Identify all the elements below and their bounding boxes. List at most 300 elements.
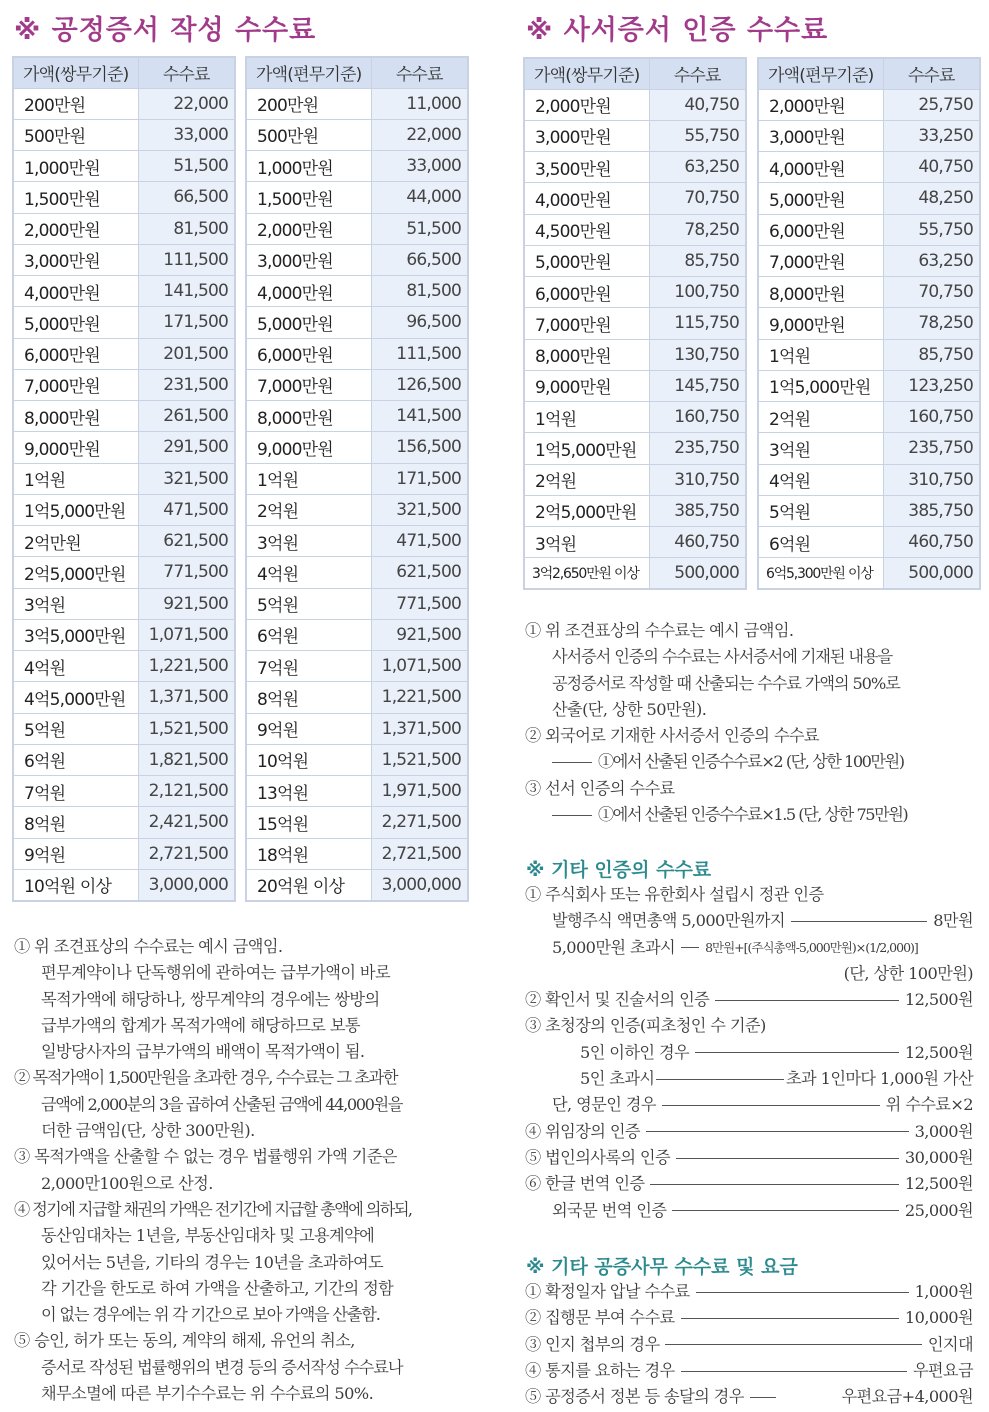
note-line <box>525 749 980 775</box>
table-row <box>13 151 235 182</box>
leader-line <box>681 1371 907 1372</box>
item-value: 3,000원 <box>914 1121 973 1141</box>
note-text: ①에서 산출된 인증수수료×2 (단, 상한 100만원) <box>598 752 904 772</box>
amount-cell: 7억원 <box>13 776 138 807</box>
amount-cell: 9,000만원 <box>758 308 883 339</box>
item-value: 12,500원 <box>904 1042 973 1062</box>
item-value: 8만원 <box>933 911 973 931</box>
fee-cell: 33,250 <box>883 120 980 151</box>
fee-cell: 33,000 <box>371 151 468 182</box>
fee-cell: 141,500 <box>138 276 235 307</box>
fee-cell: 66,500 <box>138 182 235 213</box>
table-row <box>524 433 746 464</box>
fee-item <box>525 1279 973 1305</box>
table-row <box>13 494 235 525</box>
table-row <box>13 651 235 682</box>
fee-cell: 2,271,500 <box>371 807 468 838</box>
table-row <box>13 557 235 588</box>
note-line: 각 기간을 한도로 하여 가액을 산출하고, 기간의 정함 <box>41 1278 394 1298</box>
fee-cell: 500,000 <box>883 558 980 589</box>
item-value: 인지대 <box>927 1334 973 1354</box>
table-row <box>524 402 746 433</box>
leader-line <box>791 921 927 922</box>
amount-cell: 9억원 <box>13 838 138 869</box>
fee-cell: 2,721,500 <box>371 838 468 869</box>
other-notary-fee-list <box>525 1279 973 1410</box>
table-row <box>758 183 980 214</box>
note-line: ② 외국어로 기재한 사서증서 인증의 수수료 <box>525 726 819 746</box>
fee-cell: 235,750 <box>649 433 746 464</box>
fee-item <box>525 1119 973 1145</box>
fee-cell: 63,250 <box>883 245 980 276</box>
table-row <box>246 338 468 369</box>
amount-cell: 3억2,650만원 이상 <box>524 558 649 589</box>
leader-line <box>695 1052 899 1053</box>
amount-cell: 7,000만원 <box>524 308 649 339</box>
table-row <box>13 869 235 900</box>
fee-cell: 500,000 <box>649 558 746 589</box>
note-line: 편무계약이나 단독행위에 관하여는 급부가액이 바로 <box>41 963 390 983</box>
table-row <box>524 527 746 558</box>
item-cap: (단, 상한 100만원) <box>843 963 973 983</box>
table-row <box>246 151 468 182</box>
fee-item <box>525 1040 973 1066</box>
table-row <box>246 182 468 213</box>
item-label: ④ 통지를 요하는 경우 <box>525 1360 675 1380</box>
amount-cell: 4억원 <box>758 464 883 495</box>
table-row <box>758 370 980 401</box>
fee-cell: 78,250 <box>883 308 980 339</box>
amount-cell: 2,000만원 <box>758 89 883 120</box>
amount-cell: 500만원 <box>246 119 371 150</box>
fee-cell: 921,500 <box>371 619 468 650</box>
fee-cell: 171,500 <box>371 463 468 494</box>
leader-line <box>552 762 592 763</box>
amount-cell: 7,000만원 <box>246 369 371 400</box>
item-value: 10,000원 <box>904 1308 973 1328</box>
fee-cell: 310,750 <box>883 464 980 495</box>
table-row <box>246 307 468 338</box>
table-row <box>13 432 235 463</box>
leader-line <box>676 1158 899 1159</box>
item-label: 5인 이하인 경우 <box>580 1042 690 1062</box>
amount-cell: 4,000만원 <box>758 152 883 183</box>
fee-cell: 51,500 <box>138 151 235 182</box>
note-line: ③ 선서 인증의 수수료 <box>525 778 675 798</box>
amount-cell: 8,000만원 <box>246 401 371 432</box>
fee-cell: 1,821,500 <box>138 744 235 775</box>
table-row <box>758 277 980 308</box>
fee-item <box>525 1305 973 1331</box>
amount-cell: 9,000만원 <box>246 432 371 463</box>
table-row <box>758 245 980 276</box>
amount-cell: 2억원 <box>758 402 883 433</box>
fee-cell: 3,000,000 <box>138 869 235 900</box>
table-row <box>758 308 980 339</box>
fee-item <box>525 908 973 934</box>
item-value: 12,500원 <box>904 1174 973 1194</box>
item-value: 위 수수료×2 <box>885 1095 973 1115</box>
table-row <box>13 369 235 400</box>
amount-cell: 3,000만원 <box>13 244 138 275</box>
other-cert-fee-list <box>525 882 973 1224</box>
note-text: ①에서 산출된 인증수수료×1.5 (단, 상한 75만원) <box>598 805 908 825</box>
table-row <box>246 744 468 775</box>
note-line: 목적가액에 해당하나, 쌍무계약의 경우에는 쌍방의 <box>41 989 380 1009</box>
fee-cell: 771,500 <box>138 557 235 588</box>
amount-cell: 4,000만원 <box>246 276 371 307</box>
amount-cell: 3,000만원 <box>758 120 883 151</box>
table-row <box>758 89 980 120</box>
other-notary-fee-title: ※ 기타 공증사무 수수료 및 요금 <box>526 1256 798 1278</box>
fee-item <box>525 1092 973 1118</box>
amount-cell: 7,000만원 <box>758 245 883 276</box>
table-row <box>524 558 746 589</box>
table-row <box>246 557 468 588</box>
note-line: 증서로 작성된 법률행위의 변경 등의 증서작성 수수료나 <box>41 1357 403 1377</box>
amount-cell: 6,000만원 <box>524 277 649 308</box>
amount-cell: 1억5,000만원 <box>758 370 883 401</box>
column-header-amount: 가액(편무기준) <box>246 57 371 88</box>
amount-cell: 3억원 <box>524 527 649 558</box>
fee-cell: 321,500 <box>371 494 468 525</box>
note-line: 동산임대차는 1년을, 부동산임대차 및 고용계약에 <box>41 1226 375 1246</box>
fee-cell: 100,750 <box>649 277 746 308</box>
fee-cell: 126,500 <box>371 369 468 400</box>
table-row <box>246 213 468 244</box>
item-value: 1,000원 <box>914 1282 973 1301</box>
amount-cell: 2,000만원 <box>246 213 371 244</box>
amount-cell: 3억5,000만원 <box>13 619 138 650</box>
fee-item <box>525 1358 973 1384</box>
item-title: ① 주식회사 또는 유한회사 설립시 정관 인증 <box>525 885 824 904</box>
fee-cell: 22,000 <box>138 88 235 119</box>
amount-cell: 1억원 <box>758 339 883 370</box>
fee-cell: 33,000 <box>138 119 235 150</box>
table-row <box>524 370 746 401</box>
amount-cell: 1억원 <box>246 463 371 494</box>
fee-cell: 160,750 <box>883 402 980 433</box>
amount-cell: 1,500만원 <box>13 182 138 213</box>
table-row <box>246 807 468 838</box>
table-row <box>13 776 235 807</box>
table-row <box>524 245 746 276</box>
column-header-fee: 수수료 <box>371 57 468 88</box>
amount-cell: 5,000만원 <box>13 307 138 338</box>
fee-cell: 11,000 <box>371 88 468 119</box>
amount-cell: 9억원 <box>246 713 371 744</box>
fee-item <box>525 1066 973 1092</box>
fee-cell: 85,750 <box>883 339 980 370</box>
amount-cell: 8,000만원 <box>524 339 649 370</box>
amount-cell: 2억원 <box>246 494 371 525</box>
fee-cell: 621,500 <box>371 557 468 588</box>
item-label: 발행주식 액면총액 5,000만원까지 <box>552 911 785 931</box>
column-header-fee: 수수료 <box>138 57 235 88</box>
table-row <box>524 214 746 245</box>
fee-cell: 85,750 <box>649 245 746 276</box>
amount-cell: 1억5,000만원 <box>524 433 649 464</box>
fee-cell: 171,500 <box>138 307 235 338</box>
table-row <box>758 120 980 151</box>
fee-cell: 2,421,500 <box>138 807 235 838</box>
fee-cell: 771,500 <box>371 588 468 619</box>
amount-cell: 3억원 <box>246 526 371 557</box>
note-line: 산출(단, 상한 50만원). <box>552 699 707 719</box>
note-line: 금액에 2,000분의 3을 곱하여 산출된 금액에 44,000원을 <box>41 1094 402 1114</box>
amount-cell: 2,000만원 <box>13 213 138 244</box>
item-value: 12,500원 <box>904 990 973 1010</box>
amount-cell: 1억원 <box>524 402 649 433</box>
amount-cell: 4,000만원 <box>13 276 138 307</box>
fee-cell: 111,500 <box>138 244 235 275</box>
amount-cell: 5억원 <box>758 495 883 526</box>
fee-item <box>525 987 973 1013</box>
fee-cell: 460,750 <box>883 527 980 558</box>
item-label: ⑥ 한글 번역 인증 <box>525 1174 645 1194</box>
table-row <box>246 651 468 682</box>
table-row <box>13 526 235 557</box>
fee-cell: 1,371,500 <box>371 713 468 744</box>
note-line: 더한 금액임(단, 상한 300만원). <box>41 1121 255 1141</box>
leader-line <box>750 1397 776 1398</box>
note-line: ① 위 조견표상의 수수료는 예시 금액임. <box>14 937 283 956</box>
fee-cell: 78,250 <box>649 214 746 245</box>
amount-cell: 6,000만원 <box>246 338 371 369</box>
item-value: 30,000원 <box>904 1147 973 1167</box>
leader-line <box>656 1079 784 1080</box>
table-row <box>524 339 746 370</box>
amount-cell: 1,000만원 <box>246 151 371 182</box>
fee-cell: 231,500 <box>138 369 235 400</box>
amount-cell: 6억원 <box>758 527 883 558</box>
amount-cell: 1,000만원 <box>13 151 138 182</box>
fee-cell: 2,721,500 <box>138 838 235 869</box>
notarial-bilateral-fee-table <box>12 56 236 902</box>
item-label: ⑤ 법인의사록의 인증 <box>525 1147 670 1167</box>
table-row <box>13 744 235 775</box>
amount-cell: 10억원 이상 <box>13 869 138 900</box>
table-row <box>13 307 235 338</box>
table-row <box>13 276 235 307</box>
table-row <box>13 682 235 713</box>
notarial-deed-notes <box>14 934 474 1407</box>
amount-cell: 8,000만원 <box>758 277 883 308</box>
item-value: 25,000원 <box>904 1200 973 1220</box>
amount-cell: 10억원 <box>246 744 371 775</box>
notarial-unilateral-fee-table <box>245 56 469 902</box>
amount-cell: 200만원 <box>13 88 138 119</box>
item-title: ③ 초청장의 인증(피초청인 수 기준) <box>525 1016 766 1036</box>
table-row <box>246 369 468 400</box>
table-row <box>13 338 235 369</box>
table-row <box>13 807 235 838</box>
fee-cell: 921,500 <box>138 588 235 619</box>
amount-cell: 2,000만원 <box>524 89 649 120</box>
table-row <box>246 869 468 900</box>
leader-line <box>662 1105 880 1106</box>
amount-cell: 6,000만원 <box>758 214 883 245</box>
table-row <box>13 244 235 275</box>
notarial-deed-fee-title: ※ 공정증서 작성 수수료 <box>14 15 317 46</box>
note-line: 있어서는 5년을, 기타의 경우는 10년을 초과하여도 <box>41 1252 384 1272</box>
amount-cell: 15억원 <box>246 807 371 838</box>
amount-cell: 3억원 <box>758 433 883 464</box>
fee-cell: 44,000 <box>371 182 468 213</box>
fee-cell: 385,750 <box>883 495 980 526</box>
amount-cell: 500만원 <box>13 119 138 150</box>
item-value: 우편요금 <box>912 1360 973 1380</box>
fee-cell: 48,250 <box>883 183 980 214</box>
fee-cell: 130,750 <box>649 339 746 370</box>
table-row <box>246 619 468 650</box>
table-row <box>758 558 980 589</box>
item-label: ④ 위임장의 인증 <box>525 1121 640 1141</box>
amount-cell: 8억원 <box>13 807 138 838</box>
fee-cell: 1,071,500 <box>138 619 235 650</box>
item-value: 초과 1인마다 1,000원 가산 <box>786 1069 973 1089</box>
amount-cell: 5,000만원 <box>524 245 649 276</box>
fee-cell: 145,750 <box>649 370 746 401</box>
fee-cell: 471,500 <box>371 526 468 557</box>
amount-cell: 4,500만원 <box>524 214 649 245</box>
fee-cell: 235,750 <box>883 433 980 464</box>
item-label: ③ 인지 첩부의 경우 <box>525 1334 660 1354</box>
amount-cell: 1억원 <box>13 463 138 494</box>
table-row <box>758 214 980 245</box>
amount-cell: 2억5,000만원 <box>13 557 138 588</box>
note-line: ④ 정기에 지급할 채권의 가액은 전기간에 지급할 총액에 의하되, <box>14 1199 412 1219</box>
fee-item <box>525 935 973 961</box>
table-row <box>13 182 235 213</box>
leader-line <box>696 1292 909 1293</box>
note-line: 공정증서로 작성할 때 산출되는 수수료 가액의 50%로 <box>552 673 900 693</box>
fee-cell: 22,000 <box>371 119 468 150</box>
table-row <box>524 464 746 495</box>
table-row <box>246 119 468 150</box>
note-line: 일방당사자의 급부가액의 배액이 목적가액이 됨. <box>41 1042 365 1062</box>
column-header-amount: 가액(쌍무기준) <box>524 58 649 89</box>
table-row <box>524 183 746 214</box>
fee-cell: 385,750 <box>649 495 746 526</box>
amount-cell: 6억5,300만원 이상 <box>758 558 883 589</box>
table-row <box>246 776 468 807</box>
note-line: 급부가액의 합계가 목적가액에 해당하므로 보통 <box>41 1015 360 1035</box>
amount-cell: 2억5,000만원 <box>524 495 649 526</box>
table-row <box>246 713 468 744</box>
fee-cell: 1,371,500 <box>138 682 235 713</box>
leader-line <box>681 947 699 948</box>
note-line: ② 목적가액이 1,500만원을 초과한 경우, 수수료는 그 초과한 <box>14 1068 398 1088</box>
fee-cell: 156,500 <box>371 432 468 463</box>
amount-cell: 4억원 <box>246 557 371 588</box>
amount-cell: 4억5,000만원 <box>13 682 138 713</box>
amount-cell: 2억원 <box>524 464 649 495</box>
fee-cell: 201,500 <box>138 338 235 369</box>
fee-cell: 1,071,500 <box>371 651 468 682</box>
fee-cell: 160,750 <box>649 402 746 433</box>
fee-cell: 310,750 <box>649 464 746 495</box>
table-row <box>13 463 235 494</box>
amount-cell: 8억원 <box>246 682 371 713</box>
fee-cell: 1,521,500 <box>138 713 235 744</box>
table-row <box>246 526 468 557</box>
table-row <box>758 433 980 464</box>
fee-cell: 291,500 <box>138 432 235 463</box>
fee-cell: 40,750 <box>649 89 746 120</box>
table-row <box>758 527 980 558</box>
table-row <box>13 119 235 150</box>
column-header-fee: 수수료 <box>883 58 980 89</box>
leader-line <box>650 1184 898 1185</box>
leader-line <box>681 1318 899 1319</box>
note-line: 이 없는 경우에는 위 각 기간으로 보아 가액을 산출함. <box>41 1305 380 1325</box>
note-line: ⑤ 승인, 허가 또는 동의, 계약의 해제, 유언의 취소, <box>14 1331 355 1351</box>
amount-cell: 5,000만원 <box>246 307 371 338</box>
amount-cell: 1억5,000만원 <box>13 494 138 525</box>
fee-cell: 55,750 <box>883 214 980 245</box>
table-row <box>524 152 746 183</box>
amount-cell: 6억원 <box>246 619 371 650</box>
fee-cell: 81,500 <box>138 213 235 244</box>
private-unilateral-fee-table <box>757 57 981 590</box>
fee-cell: 460,750 <box>649 527 746 558</box>
table-row <box>246 463 468 494</box>
amount-cell: 5,000만원 <box>758 183 883 214</box>
note-line: 사서증서 인증의 수수료는 사서증서에 기재된 내용을 <box>552 647 893 667</box>
fee-item <box>525 1145 973 1171</box>
table-row <box>524 120 746 151</box>
table-row <box>758 495 980 526</box>
item-label: 외국문 번역 인증 <box>552 1200 667 1220</box>
item-label: 5인 초과시 <box>580 1069 655 1089</box>
table-row <box>246 838 468 869</box>
table-row <box>13 401 235 432</box>
table-row <box>246 432 468 463</box>
private-doc-cert-fee-title: ※ 사서증서 인증 수수료 <box>526 15 829 46</box>
table-row <box>758 464 980 495</box>
table-row <box>758 402 980 433</box>
fee-cell: 141,500 <box>371 401 468 432</box>
amount-cell: 13억원 <box>246 776 371 807</box>
table-row <box>246 88 468 119</box>
other-cert-fee-title: ※ 기타 인증의 수수료 <box>526 859 712 881</box>
fee-cell: 2,121,500 <box>138 776 235 807</box>
fee-cell: 3,000,000 <box>371 869 468 900</box>
fee-cell: 81,500 <box>371 276 468 307</box>
note-line: ③ 목적가액을 산출할 수 없는 경우 법률행위 가액 기준은 <box>14 1147 397 1167</box>
amount-cell: 3억원 <box>13 588 138 619</box>
note-line <box>525 802 980 828</box>
amount-cell: 5억원 <box>13 713 138 744</box>
amount-cell: 6억원 <box>13 744 138 775</box>
leader-line <box>672 1210 899 1211</box>
table-row <box>524 495 746 526</box>
leader-line <box>715 1000 899 1001</box>
item-label: ⑤ 공정증서 정본 등 송달의 경우 <box>525 1387 744 1407</box>
table-row <box>246 244 468 275</box>
item-value: 8만원+[(주식총액-5,000만원)×(1/2,000)] <box>705 939 918 955</box>
table-row <box>246 494 468 525</box>
fee-cell: 1,221,500 <box>371 682 468 713</box>
amount-cell: 3,500만원 <box>524 152 649 183</box>
leader-line <box>665 1344 921 1345</box>
amount-cell: 3,000만원 <box>246 244 371 275</box>
fee-cell: 123,250 <box>883 370 980 401</box>
table-row <box>524 89 746 120</box>
private-bilateral-fee-table <box>523 57 747 590</box>
table-row <box>524 277 746 308</box>
